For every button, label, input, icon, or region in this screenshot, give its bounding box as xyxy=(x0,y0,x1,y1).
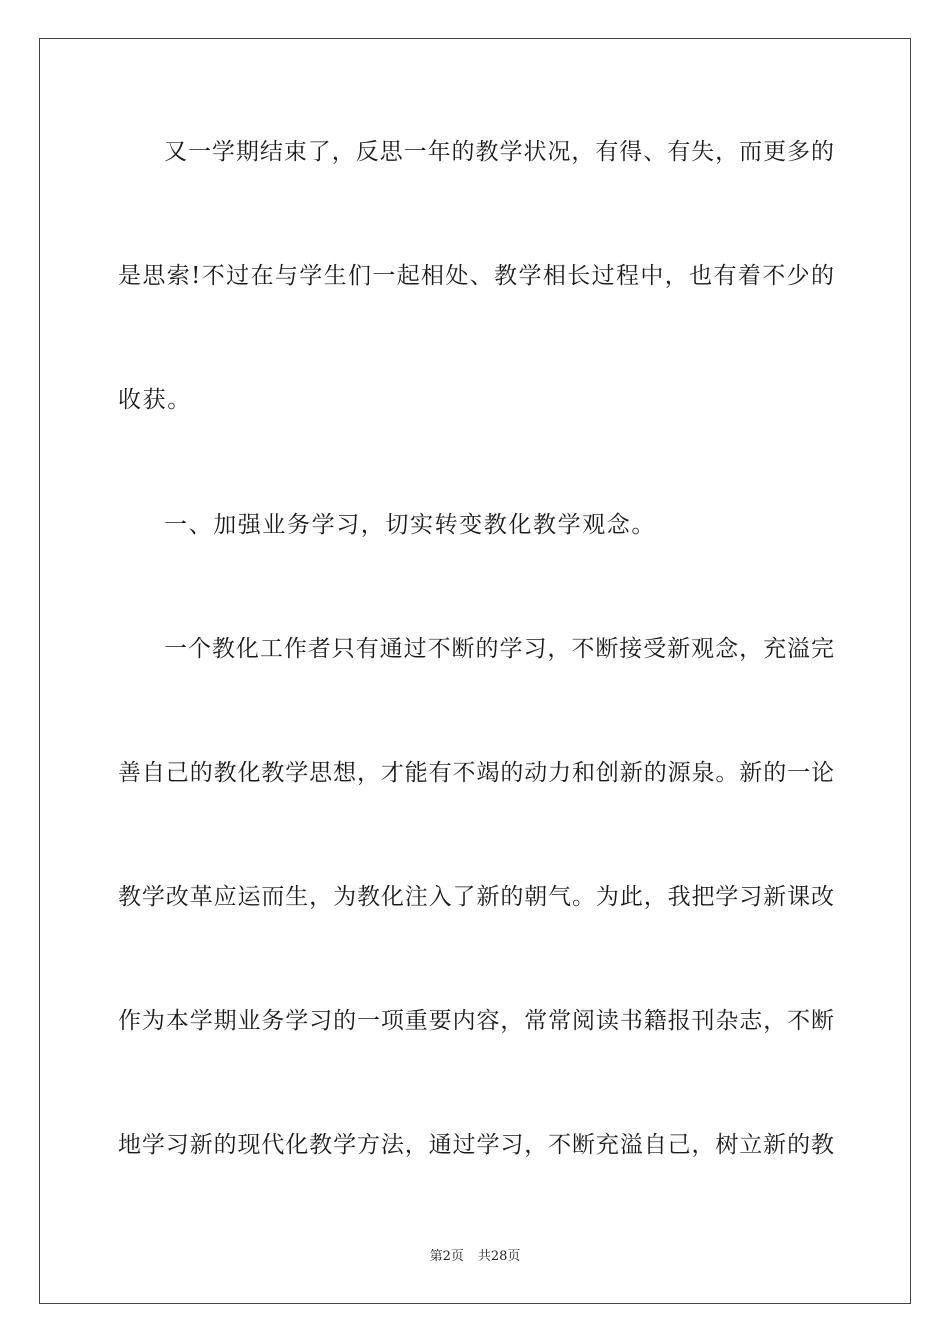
paragraph-line-1: 又一学期结束了，反思一年的教学状况，有得、有失，而更多的 xyxy=(164,139,834,165)
paragraph-line-7: 教学改革应运而生，为教化注入了新的朝气。为此，我把学习新课改 xyxy=(118,884,834,910)
paragraph-line-6: 善自己的教化教学思想，才能有不竭的动力和创新的源泉。新的一论 xyxy=(118,760,834,786)
paragraph-line-5: 一个教化工作者只有通过不断的学习，不断接受新观念，充溢完 xyxy=(164,636,834,662)
page-number: 第2页 xyxy=(429,1249,464,1264)
paragraph-line-9: 地学习新的现代化教学方法，通过学习，不断充溢自己，树立新的教 xyxy=(118,1132,834,1158)
paragraph-line-2: 是思索!不过在与学生们一起相处、教学相长过程中，也有着不少的 xyxy=(118,263,834,289)
page-footer xyxy=(0,1248,950,1266)
paragraph-line-3: 收获。 xyxy=(118,387,192,413)
page-frame xyxy=(39,38,911,1304)
paragraph-line-8: 作为本学期业务学习的一项重要内容，常常阅读书籍报刊杂志，不断 xyxy=(118,1008,834,1034)
total-pages: 共28页 xyxy=(477,1249,521,1264)
section-heading: 一、加强业务学习，切实转变教化教学观念。 xyxy=(164,512,656,538)
